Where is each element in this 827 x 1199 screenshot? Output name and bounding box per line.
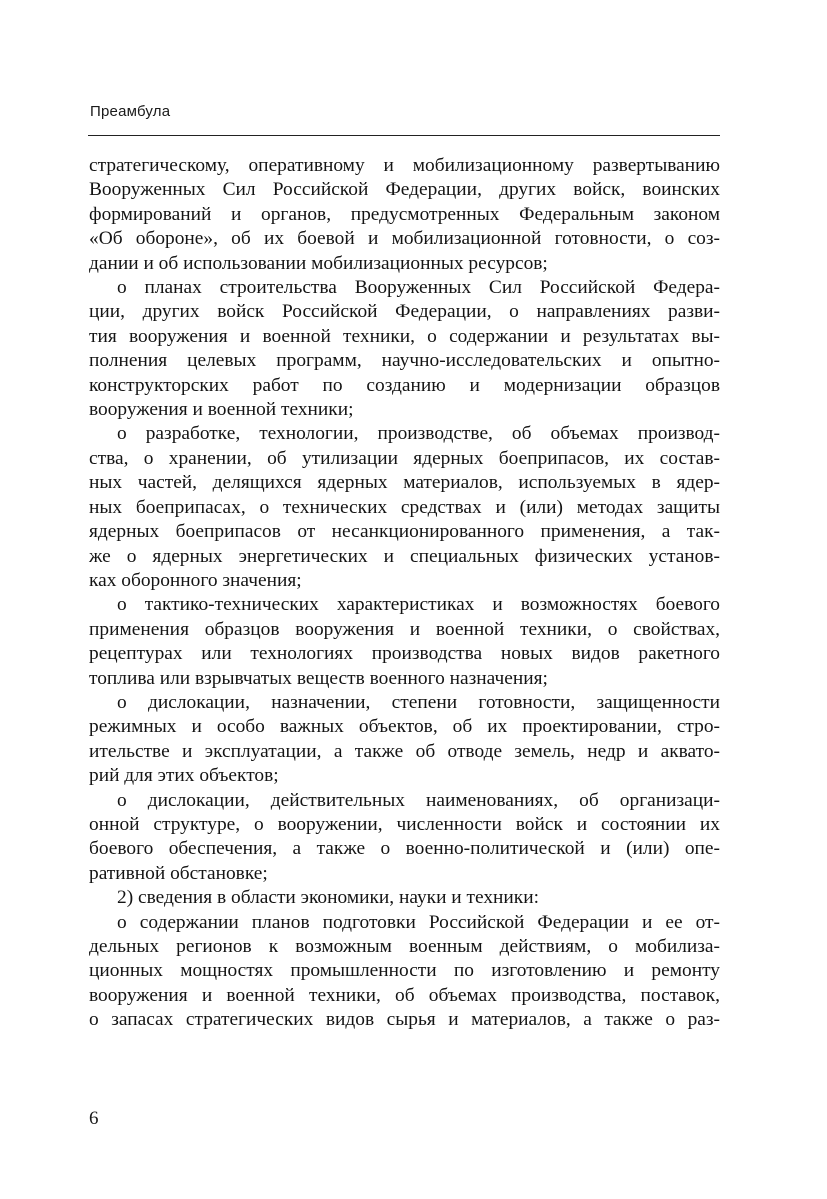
text-line: применения образцов вооружения и военной техники, о свойствах,: [89, 618, 720, 640]
text-line: полнения целевых программ, научно-исследовательских и опытно-: [89, 350, 720, 372]
paragraph: [89, 276, 720, 422]
text-line: о дислокации, действительных наименованиях, об организаци-: [117, 789, 720, 811]
text-line: о планах строительства Вооруженных Сил Российской Федера-: [117, 277, 720, 299]
text-line: стратегическому, оперативному и мобилизационному развертыванию: [89, 155, 720, 176]
text-line: дельных регионов к возможным военным действиям, о мобилиза-: [89, 936, 720, 957]
text-line: вооружения и военной техники, об объемах производства, поставок,: [89, 984, 720, 1006]
text-line: ительстве и эксплуатации, а также об отводе земель, недр и аквато-: [89, 740, 720, 762]
text-line: о содержании планов подготовки Российской Федерации и ее от-: [117, 911, 720, 933]
text-line: 2) сведения в области экономики, науки и техники:: [117, 887, 539, 909]
text-line: вооружения и военной техники;: [89, 399, 354, 421]
text-line: ядерных боеприпасов от несанкционированного применения, а так-: [89, 521, 720, 543]
text-line: «Об обороне», об их боевой и мобилизационной готовности, о соз-: [89, 228, 720, 250]
text-line: ных боеприпасах, о технических средствах и (или) методах защиты: [89, 496, 720, 518]
paragraph: [89, 593, 720, 691]
text-line: о тактико-технических характеристиках и возможностях боевого: [117, 594, 720, 616]
text-line: рий для этих объектов;: [89, 765, 279, 787]
text-line: топлива или взрывчатых веществ военного назначения;: [89, 667, 548, 689]
text-line: режимных и особо важных объектов, об их проектировании, стро-: [89, 716, 720, 738]
paragraph: [89, 691, 720, 789]
text-line: ства, о хранении, об утилизации ядерных боеприпасов, их состав-: [89, 447, 720, 469]
text-line: ративной обстановке;: [89, 862, 268, 884]
text-line: формирований и органов, предусмотренных Федеральным законом: [89, 203, 720, 225]
text-line: ции, других войск Российской Федерации, о направлениях разви-: [89, 301, 720, 323]
paragraph: [89, 789, 720, 887]
page-body-text: [89, 154, 720, 1033]
text-line: тия вооружения и военной техники, о содержании и результатах вы-: [89, 325, 720, 347]
text-line: же о ядерных энергетических и специальных физических установ-: [89, 545, 720, 567]
paragraph: [89, 422, 720, 593]
paragraph: [89, 154, 720, 276]
text-line: боевого обеспечения, а также о военно-политической и (или) опе-: [89, 838, 720, 860]
text-line: о дислокации, назначении, степени готовности, защищенности: [117, 691, 720, 713]
text-line: дании и об использовании мобилизационных ресурсов;: [89, 252, 548, 274]
text-line: онной структуре, о вооружении, численности войск и состоянии их: [89, 813, 720, 835]
running-head-title: Преамбула: [90, 103, 171, 120]
text-line: ционных мощностях промышленности по изготовлению и ремонту: [89, 960, 720, 982]
page-number: 6: [89, 1108, 99, 1129]
text-line: о разработке, технологии, производстве, об объемах производ-: [117, 423, 720, 445]
text-line: конструкторских работ по созданию и модернизации образцов: [89, 374, 720, 396]
text-line: о запасах стратегических видов сырья и материалов, а также о раз-: [89, 1009, 720, 1031]
paragraph: [89, 911, 720, 1033]
text-line: ках оборонного значения;: [89, 569, 302, 591]
text-line: ных частей, делящихся ядерных материалов, используемых в ядер-: [89, 472, 720, 494]
text-line: рецептурах или технологиях производства новых видов ракетного: [89, 643, 720, 665]
header-rule: [88, 135, 720, 136]
paragraph: [89, 886, 720, 910]
text-line: Вооруженных Сил Российской Федерации, других войск, воинских: [89, 179, 720, 201]
